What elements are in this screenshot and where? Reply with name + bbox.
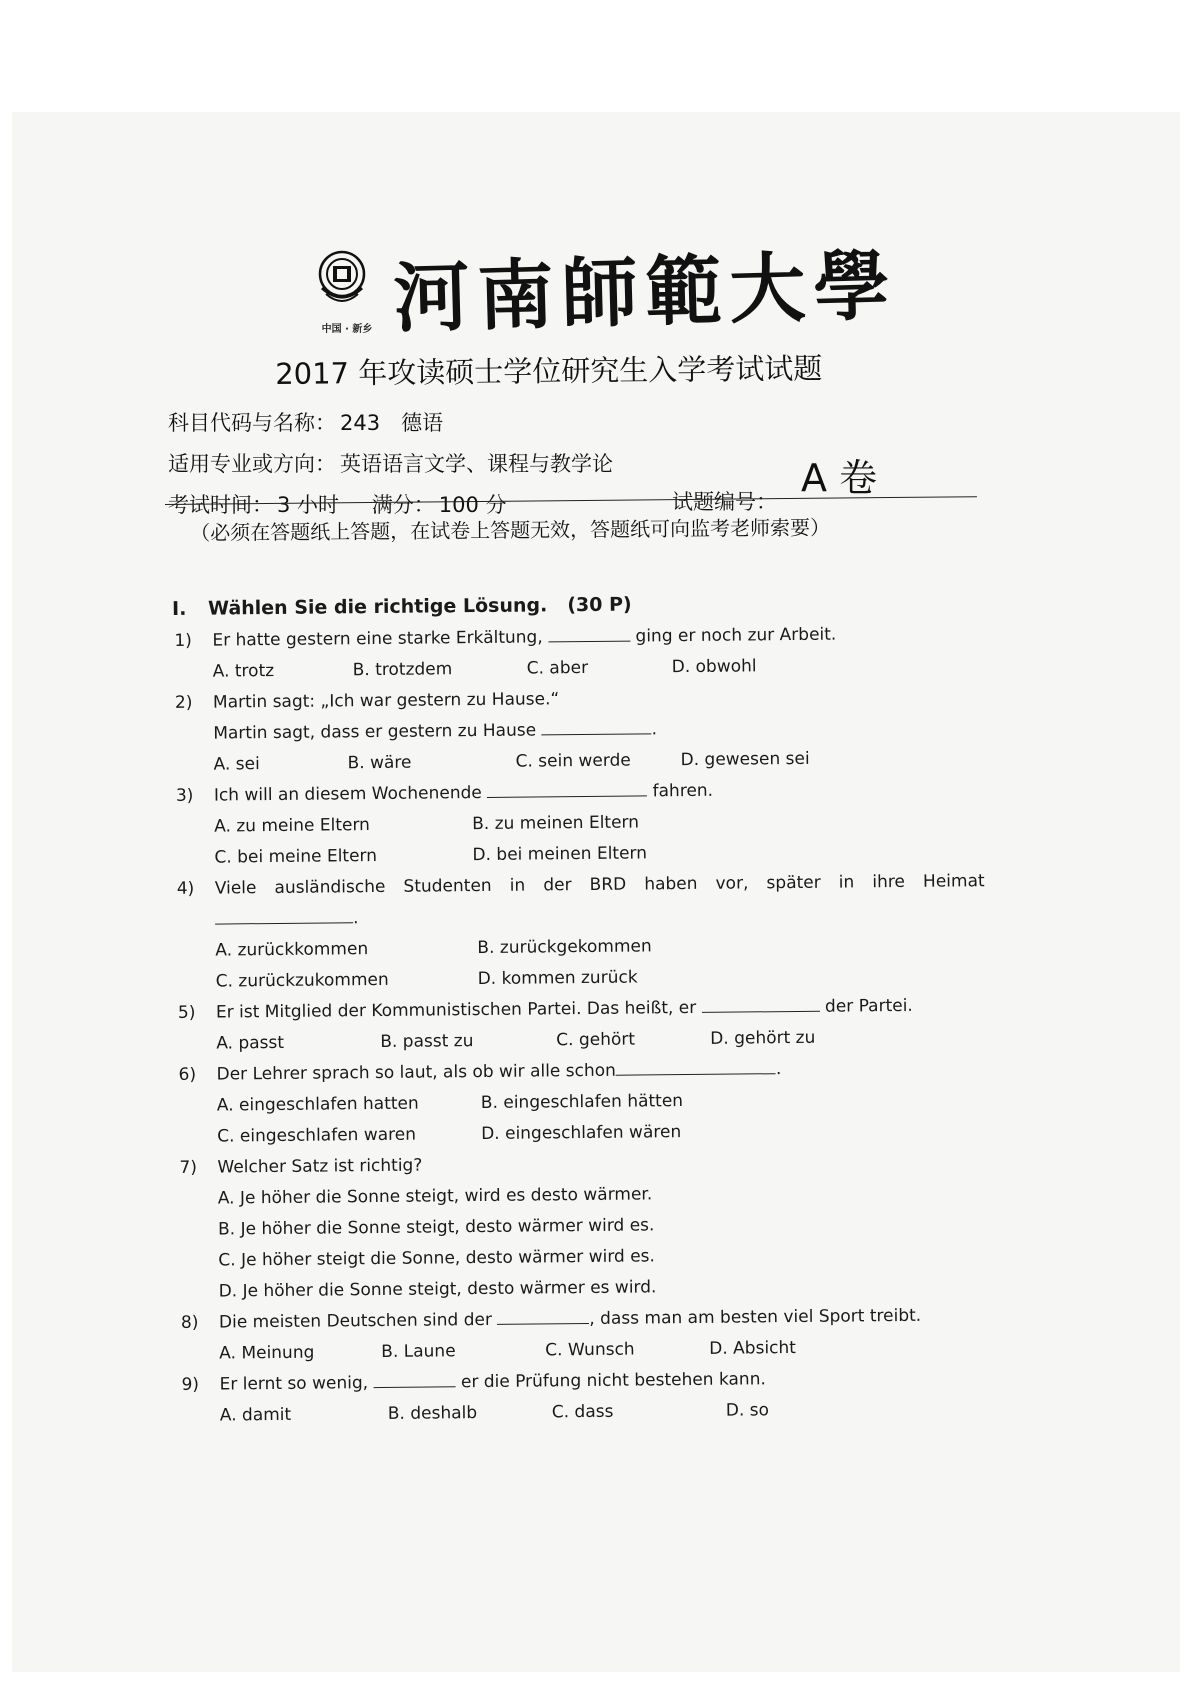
question-number: 3)	[175, 785, 194, 806]
emblem-caption: 中国 · 新乡	[321, 324, 373, 335]
option-d: D. obwohl	[671, 656, 757, 678]
score-value: 100 分	[438, 493, 507, 517]
question-6	[172, 1052, 1013, 1153]
option-b: B. passt zu	[380, 1031, 474, 1052]
section-title: Wählen Sie die richtige Lösung.	[207, 594, 548, 620]
paper-no-label: 试题编号：	[672, 490, 777, 514]
option-a: A. Je höher die Sonne steigt, wird es desto wärmer.	[217, 1184, 653, 1209]
major-value: 英语语言文学、课程与教学论	[340, 452, 613, 476]
question-number: 7)	[179, 1157, 198, 1178]
option-d: D. gewesen sei	[680, 748, 810, 771]
option-c: C. sein werde	[515, 750, 631, 772]
score-label: 满分：	[371, 493, 435, 517]
question-section	[168, 590, 1016, 1432]
prompt-word: ihre	[872, 871, 906, 893]
university-name: 河南師範大學	[392, 240, 899, 343]
subject-value: 243 德语	[340, 411, 444, 435]
prompt-text: .	[775, 1059, 782, 1080]
option-c: C. eingeschlafen waren	[217, 1124, 417, 1147]
university-emblem-icon	[318, 248, 366, 330]
question-number: 2)	[174, 692, 193, 713]
question-9	[175, 1362, 1016, 1432]
time-value: 3 小时	[277, 493, 340, 517]
option-d: D. kommen zurück	[477, 967, 638, 990]
option-a: A. zu meine Eltern	[214, 815, 370, 837]
answer-blank	[541, 715, 651, 735]
prompt-text: , dass man am besten viel Sport treibt.	[589, 1305, 922, 1329]
answer-blank	[701, 993, 819, 1013]
option-b: B. trotzdem	[352, 659, 453, 681]
option-c: C. Wunsch	[545, 1339, 635, 1361]
answer-blank	[487, 777, 647, 798]
question-number: 5)	[177, 1002, 196, 1023]
option-d: D. so	[725, 1400, 770, 1421]
option-b: B. Laune	[381, 1341, 456, 1362]
option-b: B. deshalb	[387, 1403, 478, 1424]
option-b: B. zurückgekommen	[477, 936, 652, 959]
option-d: D. gehört zu	[710, 1027, 816, 1049]
prompt-word: Viele	[214, 878, 257, 899]
major-label: 适用专业或方向：	[168, 452, 336, 476]
option-c: C. bei meine Eltern	[214, 846, 378, 868]
option-b: B. Je höher die Sonne steigt, desto wärmer wird es.	[217, 1215, 655, 1240]
prompt-word: vor,	[715, 873, 749, 894]
option-a: A. zurückkommen	[215, 939, 369, 961]
prompt-word: später	[766, 872, 821, 894]
section-points: (30 P)	[567, 593, 632, 617]
question-3	[170, 773, 1011, 874]
option-a: A. eingeschlafen hatten	[216, 1093, 419, 1116]
question-number: 1)	[174, 630, 192, 651]
question-number: 9)	[181, 1374, 200, 1395]
option-a: A. Meinung	[219, 1342, 315, 1364]
prompt-text: fahren.	[652, 780, 714, 802]
option-d: D. Absicht	[709, 1338, 797, 1359]
option-a: A. damit	[219, 1404, 292, 1426]
option-b: B. zu meinen Eltern	[472, 812, 640, 835]
answer-blank	[548, 623, 630, 643]
option-d: D. bei meinen Eltern	[472, 843, 648, 866]
option-c: C. aber	[526, 657, 589, 679]
prompt-text: Der Lehrer sprach so laut, als ob wir alle schon	[216, 1060, 616, 1085]
answer-blank	[215, 904, 353, 924]
prompt-word: haben	[644, 873, 698, 895]
section-number: I.	[171, 597, 187, 620]
prompt-text: .	[352, 908, 359, 929]
prompt-word: in	[509, 875, 526, 896]
subject-line	[168, 407, 443, 437]
question-number: 6)	[178, 1064, 197, 1085]
question-2	[169, 680, 1010, 781]
question-4	[171, 866, 1012, 998]
major-line	[168, 448, 613, 478]
prompt-word: in	[838, 872, 855, 893]
question-number: 4)	[176, 878, 195, 899]
option-b: B. wäre	[347, 752, 412, 774]
option-d: D. eingeschlafen wären	[481, 1122, 682, 1145]
prompt-text: Er hatte gestern eine starke Erkältung,	[212, 627, 543, 651]
question-number: 8)	[180, 1312, 199, 1333]
exam-title: 2017 年攻读硕士学位研究生入学考试试题	[275, 351, 823, 391]
prompt-word: Studenten	[403, 875, 492, 897]
option-c: C. Je höher steigt die Sonne, desto wärmer wird es.	[218, 1246, 655, 1271]
prompt-text: der Partei.	[824, 995, 913, 1017]
option-c: C. zurückzukommen	[215, 969, 389, 992]
subject-label: 科目代码与名称：	[168, 411, 336, 435]
prompt-word: Heimat	[922, 871, 985, 892]
time-label: 考试时间：	[168, 493, 273, 517]
option-a: A. passt	[216, 1032, 285, 1054]
prompt-text: .	[651, 719, 658, 740]
option-a: A. trotz	[212, 660, 275, 682]
prompt-text: Die meisten Deutschen sind der	[218, 1309, 493, 1333]
prompt-text: Ich will an diesem Wochenende	[213, 782, 482, 806]
prompt-text: ging er noch zur Arbeit.	[635, 624, 837, 647]
answer-blank	[497, 1305, 589, 1325]
option-d: D. Je höher die Sonne steigt, desto wärmer es wird.	[218, 1277, 657, 1302]
answer-notice: （必须在答题纸上答题，在试卷上答题无效，答题纸可向监考老师索要）	[190, 515, 831, 545]
question-quote: Martin sagt: „Ich war gestern zu Hause.“	[212, 689, 560, 713]
prompt-text: Er lernt so wenig,	[219, 1373, 369, 1395]
answer-blank	[373, 1368, 455, 1388]
question-1	[168, 618, 1009, 688]
paper-type: A 卷	[801, 456, 878, 500]
prompt-text: Er ist Mitglied der Kommunistischen Partei. Das heißt, er	[215, 997, 697, 1023]
question-5	[172, 990, 1013, 1060]
prompt-word: ausländische	[274, 876, 386, 898]
answer-blank	[616, 1055, 776, 1076]
question-8	[175, 1300, 1016, 1370]
option-c: C. dass	[551, 1401, 614, 1423]
prompt-text: Martin sagt, dass er gestern zu Hause	[213, 720, 537, 744]
prompt-word: der	[543, 875, 572, 896]
prompt-word: BRD	[589, 874, 627, 895]
option-a: A. sei	[213, 754, 260, 775]
option-c: C. gehört	[556, 1029, 636, 1051]
question-7	[173, 1145, 1014, 1308]
option-b: B. eingeschlafen hätten	[480, 1091, 684, 1114]
question-prompt: Welcher Satz ist richtig?	[217, 1155, 423, 1178]
prompt-text: er die Prüfung nicht bestehen kann.	[460, 1369, 766, 1393]
